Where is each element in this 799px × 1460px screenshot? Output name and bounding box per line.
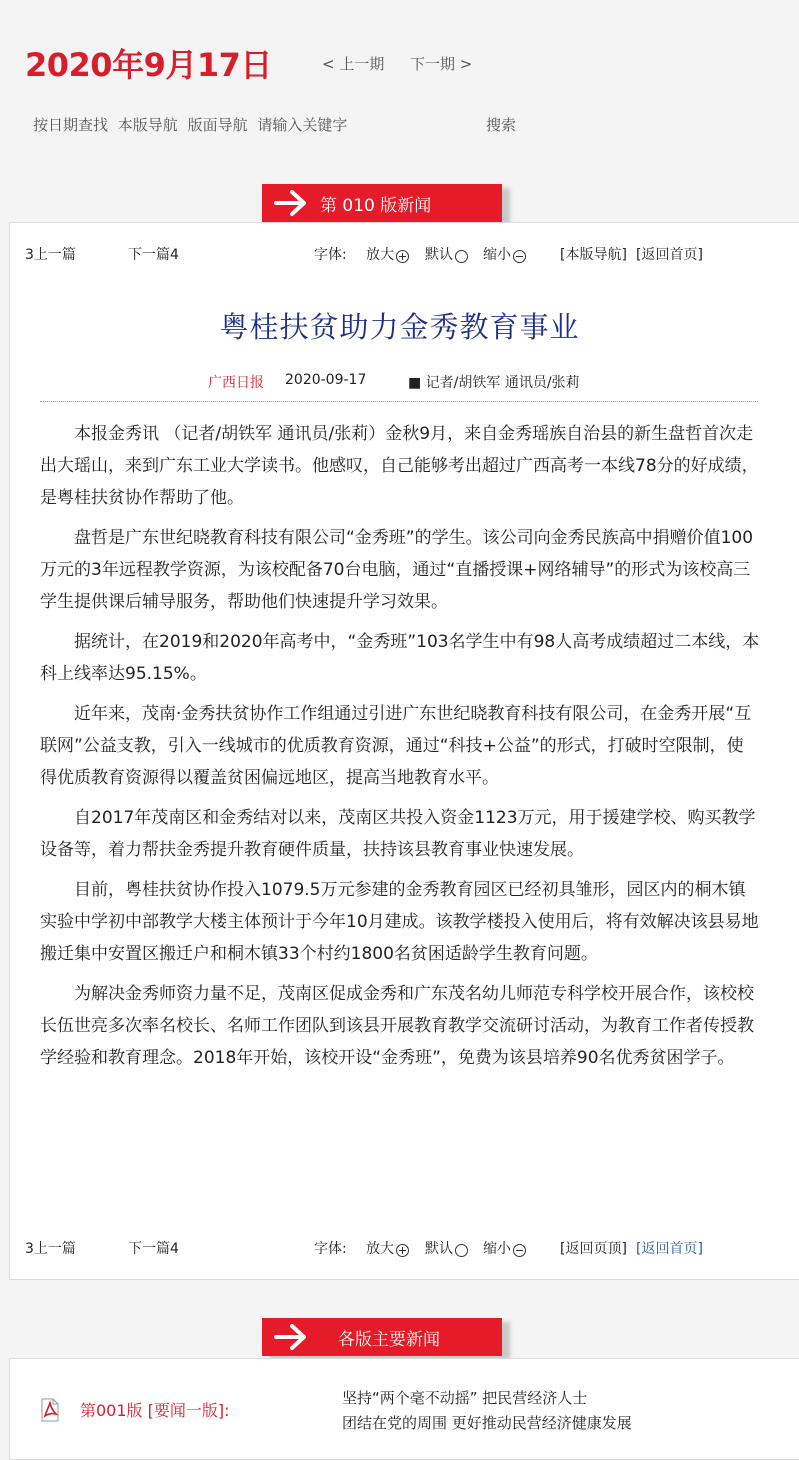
font-default-button[interactable] [425, 244, 468, 264]
article-paragraph: 为解决金秀师资力量不足，茂南区促成金秀和广东茂名幼儿师范专科学校开展合作，该校校长伍世亮多次率名校长、名师工作团队到该县开展教育教学交流研讨活动，为教育工作者传授教学经验和教育理念。2018年开始，该校开设“金秀班”，免费为该县培养90名优秀贫困学子。 [40, 984, 754, 1068]
layout-nav-link[interactable]: 版面导航 [187, 116, 248, 134]
page-nav-bracket-link[interactable]: [本版导航] [560, 247, 627, 263]
font-size-label: 字体: [314, 247, 347, 263]
font-default-label: 默认 [425, 247, 453, 263]
next-article-link[interactable]: 下一篇4 [128, 247, 179, 263]
circle-icon [455, 1244, 468, 1257]
font-enlarge-label: 放大 [366, 1241, 394, 1257]
font-enlarge-label: 放大 [366, 247, 394, 263]
search-bar [33, 114, 352, 135]
home-link[interactable]: [返回首页] [636, 1241, 703, 1257]
arrow-right-icon [272, 184, 312, 222]
font-enlarge-button[interactable] [366, 244, 409, 264]
prev-article-link[interactable]: 3上一篇 [25, 1241, 76, 1257]
article-paragraph: 据统计，在2019和2020年高考中，“金秀班”103名学生中有98人高考成绩超过二本线，本科上线率达95.15%。 [40, 632, 760, 684]
minus-circle-icon [513, 1244, 526, 1257]
article-paragraph: 本报金秀讯 （记者/胡铁军 通讯员/张莉）金秋9月，来自金秀瑶族自治县的新生盘哲首次走出大瑶山，来到广东工业大学读书。他感叹，自己能够考出超过广西高考一本线78分的好成绩，是粤桂扶贫协作帮助了他。 [40, 424, 759, 508]
page-nav-link[interactable]: 本版导航 [117, 116, 178, 134]
prev-issue-link[interactable]: < 上一期 [322, 55, 385, 73]
font-default-button[interactable] [425, 1238, 468, 1258]
article-paragraph: 目前，粤桂扶贫协作投入1079.5万元参建的金秀教育园区已经初具雏形，园区内的桐木镇实验中学初中部教学大楼主体预计于今年10月建成。该教学楼投入使用后，将有效解决该县易地搬迁集中安置区搬迁户和桐木镇33个村约1800名贫困适龄学生教育问题。 [40, 880, 759, 964]
home-link[interactable]: [返回首页] [636, 247, 703, 263]
article-paragraph: 盘哲是广东世纪晓教育科技有限公司“金秀班”的学生。该公司向金秀民族高中捐赠价值100万元的3年远程教学资源，为该校配备70台电脑，通过“直播授课+网络辅导”的形式为该校高三学生提供课后辅导服务，帮助他们快速提升学习效果。 [40, 528, 754, 612]
back-to-top-link[interactable]: [返回页顶] [560, 1241, 627, 1257]
font-default-label: 默认 [425, 1241, 453, 1257]
font-size-label: 字体: [314, 1241, 347, 1257]
article-author: ■ 记者/胡铁军 通讯员/张莉 [408, 375, 580, 391]
font-shrink-label: 缩小 [483, 247, 511, 263]
next-article-link[interactable]: 下一篇4 [128, 1241, 179, 1257]
font-shrink-label: 缩小 [483, 1241, 511, 1257]
article-source-label: 广西日报 [208, 375, 264, 391]
font-shrink-button[interactable] [483, 244, 526, 264]
pdf-icon[interactable] [39, 1398, 61, 1422]
article-body [40, 418, 760, 1082]
page-news-banner [262, 184, 502, 222]
article-paragraph: 自2017年茂南区和金秀结对以来，茂南区共投入资金1123万元，用于援建学校、购买教学设备等，着力帮扶金秀提升教育硬件质量，扶持该县教育事业快速发展。 [40, 808, 756, 860]
issue-date: 2020年9月17日 [25, 46, 272, 84]
search-by-date-link[interactable]: 按日期查找 [33, 116, 109, 134]
plus-circle-icon [396, 1244, 409, 1257]
prev-article-link[interactable]: 3上一篇 [25, 247, 76, 263]
search-button[interactable]: 搜索 [486, 116, 517, 134]
main-news-banner [262, 1318, 502, 1356]
divider [40, 401, 758, 402]
article-toolbar-bottom [0, 1238, 799, 1262]
page-news-banner-label: 第 010 版新闻 [320, 195, 432, 216]
minus-circle-icon [513, 250, 526, 263]
search-input[interactable]: 请输入关键字 [257, 116, 348, 134]
font-shrink-button[interactable] [483, 1238, 526, 1258]
main-news-headline-line2[interactable]: 团结在党的周围 更好推动民营经济健康发展 [342, 1414, 632, 1432]
article-source[interactable] [208, 372, 264, 392]
next-issue-link[interactable]: 下一期 > [410, 55, 473, 73]
main-news-headline-line1[interactable]: 坚持“两个毫不动摇” 把民营经济人士 [342, 1389, 588, 1407]
plus-circle-icon [396, 250, 409, 263]
edition-link[interactable]: 第001版 [要闻一版]: [80, 1401, 230, 1420]
article-toolbar-top [0, 244, 799, 268]
article-date: 2020-09-17 [285, 372, 367, 388]
circle-icon [455, 250, 468, 263]
font-enlarge-button[interactable] [366, 1238, 409, 1258]
arrow-right-icon [272, 1318, 312, 1356]
article-paragraph: 近年来，茂南·金秀扶贫协作工作组通过引进广东世纪晓教育科技有限公司，在金秀开展“互联网”公益支教，引入一线城市的优质教育资源，通过“科技+公益”的形式，打破时空限制，使得优质教育资源得以覆盖贫困偏远地区，提高当地教育水平。 [40, 704, 752, 788]
main-news-banner-label: 各版主要新闻 [338, 1329, 440, 1350]
article-title: 粤桂扶贫助力金秀教育事业 [219, 310, 580, 344]
